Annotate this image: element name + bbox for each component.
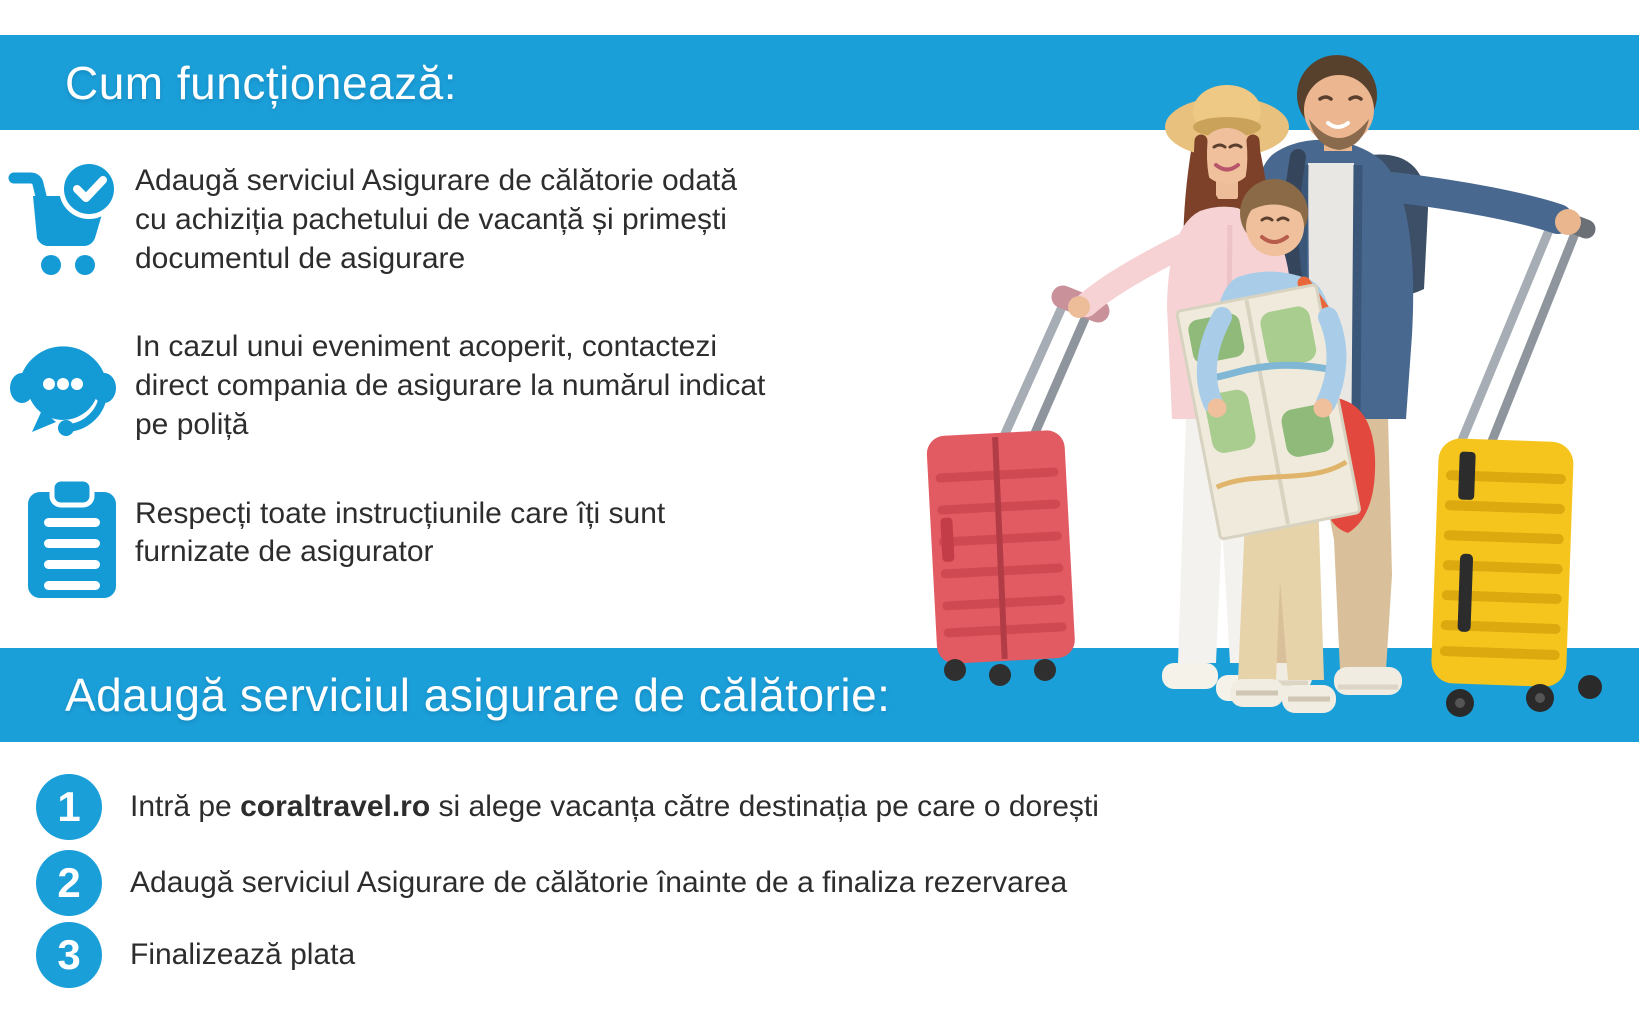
bullet-text-1 xyxy=(135,161,737,278)
step-1-badge: 1 xyxy=(36,774,102,840)
bullet-2-line-2: direct compania de asigurare la numărul indicat xyxy=(135,369,766,402)
step-1-site-name: coraltravel.ro xyxy=(240,789,431,823)
clipboard-icon xyxy=(24,476,120,602)
support-chat-icon xyxy=(6,326,120,446)
step-3-badge: 3 xyxy=(36,922,102,988)
section-how-title: Cum funcționează: xyxy=(65,56,458,109)
bullet-1-line-2: cu achiziția pachetului de vacanță și primești xyxy=(135,203,727,236)
bullet-2-line-3: pe poliță xyxy=(135,408,249,441)
cart-check-icon xyxy=(6,158,118,282)
step-2-badge: 2 xyxy=(36,850,102,916)
step-2-text xyxy=(130,866,1067,900)
bullet-3-line-1: Respecți toate instrucțiunile care îți sunt xyxy=(135,497,666,530)
step-row-3 xyxy=(36,921,355,988)
step-3-text-before: Finalizează plata xyxy=(130,937,356,971)
step-row-1 xyxy=(36,773,1099,840)
boy-right-hand xyxy=(1314,399,1333,418)
red-suitcase xyxy=(926,297,1098,686)
section-add-title: Adaugă serviciul asigurare de călătorie: xyxy=(65,669,891,721)
yellow-suitcase xyxy=(1431,215,1602,717)
bullet-1-line-1: Adaugă serviciul Asigurare de călătorie odată xyxy=(135,164,738,197)
boy-right-arm xyxy=(1326,317,1336,403)
step-row-2 xyxy=(36,849,1067,916)
boy-left-hand xyxy=(1208,399,1227,418)
bullet-1-line-3: documentul de asigurare xyxy=(135,242,466,275)
bullet-text-2 xyxy=(135,327,765,444)
bullet-3-line-2: furnizate de asigurator xyxy=(135,535,434,568)
step-1-text-before: Intră pe xyxy=(130,789,241,823)
family-photo xyxy=(900,15,1620,745)
step-2-text-before: Adaugă serviciul Asigurare de călătorie înainte de a finaliza rezervarea xyxy=(130,865,1068,899)
step-1-text-after: si alege vacanța către destinația pe care o dorești xyxy=(430,789,1099,823)
bullet-text-3 xyxy=(135,495,665,571)
bullet-2-line-1: In cazul unui eveniment acoperit, contactezi xyxy=(135,330,717,363)
step-3-text xyxy=(130,938,355,972)
step-1-text xyxy=(130,790,1099,824)
